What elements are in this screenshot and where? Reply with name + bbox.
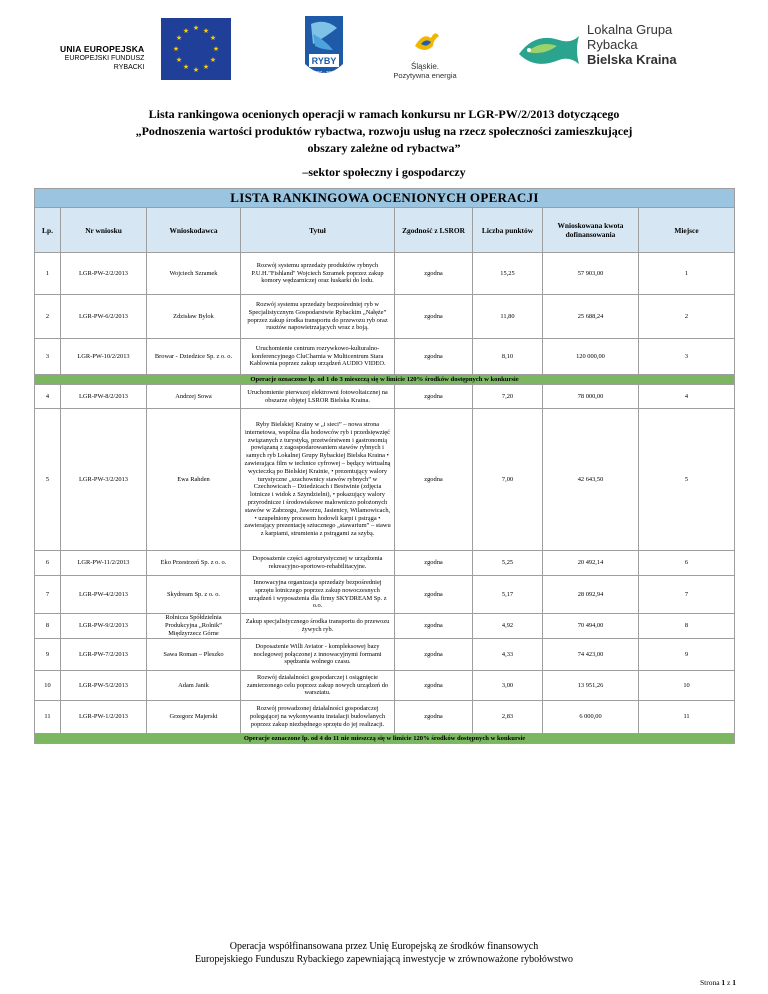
cell-miejsce: 7 xyxy=(639,576,735,614)
col-nr: Nr wniosku xyxy=(61,208,147,253)
cell-nr: LGR-PW-6/2/2013 xyxy=(61,295,147,339)
table-title: LISTA RANKINGOWA OCENIONYCH OPERACJI xyxy=(35,189,735,208)
cell-lp: 7 xyxy=(35,576,61,614)
cell-miejsce: 2 xyxy=(639,295,735,339)
cell-tytul: Zakup specjalistycznego środka transportu do przewozu żywych ryb. xyxy=(241,614,395,639)
cell-miejsce: 11 xyxy=(639,701,735,734)
cell-tytul: Uruchomienie pierwszej elektrowni fotowoltaicznej na obszarze objętej LSROR Bielska Kraina. xyxy=(241,385,395,409)
svg-text:★: ★ xyxy=(192,24,200,32)
table-row xyxy=(35,576,735,614)
heading-line1: Lista rankingowa ocenionych operacji w ramach konkursu nr LGR-PW/2/2013 dotyczącego xyxy=(148,107,620,121)
cell-zgodnosc: zgodna xyxy=(395,614,473,639)
cell-nr: LGR-PW-2/2/2013 xyxy=(61,253,147,295)
page-total: 1 xyxy=(732,978,736,987)
cell-kwota: 25 688,24 xyxy=(543,295,639,339)
cell-tytul: Doposażenie Willi Aviator - kompleksowej bazy noclegowej połączonej z innowacyjnymi formami spędzania wolnego czasu. xyxy=(241,639,395,671)
slaskie-line1: Śląskie. xyxy=(410,62,439,71)
cell-nr: LGR-PW-10/2/2013 xyxy=(61,339,147,375)
cell-tytul: Rozwój działalności gospodarczej i osiągnięcie zamierzonego celu poprzez zakup nowych urządzeń do warsztatu. xyxy=(241,671,395,701)
cell-kwota: 57 903,00 xyxy=(543,253,639,295)
cell-nr: LGR-PW-7/2/2013 xyxy=(61,639,147,671)
cell-nr: LGR-PW-5/2/2013 xyxy=(61,671,147,701)
svg-text:★: ★ xyxy=(175,34,183,42)
cell-lp: 10 xyxy=(35,671,61,701)
ranking-table xyxy=(34,188,735,744)
cell-wnioskodawca: Grzegorz Majerski xyxy=(147,701,241,734)
col-zgodnosc: Zgodność z LSROR xyxy=(395,208,473,253)
cell-lp: 8 xyxy=(35,614,61,639)
cell-punkty: 7,20 xyxy=(473,385,543,409)
table-header-row xyxy=(35,208,735,253)
cell-kwota: 42 643,50 xyxy=(543,409,639,551)
svg-text:★: ★ xyxy=(209,34,217,42)
limit-note-within: Operacje oznaczone lp. od 1 do 3 mieszczą się w limicie 120% środków dostępnych w konkursie xyxy=(35,375,735,385)
svg-text:★: ★ xyxy=(175,56,183,64)
cell-nr: LGR-PW-11/2/2013 xyxy=(61,551,147,576)
table-row xyxy=(35,295,735,339)
table-title-row xyxy=(35,189,735,208)
cell-wnioskodawca: Adam Janik xyxy=(147,671,241,701)
cell-tytul: Rozwój prowadzonej działalności gospodarczej polegającej na wykonywaniu instalacji budowlanych poprzez zakup niezbędnego sprzętu do jej realizacji. xyxy=(241,701,395,734)
cell-tytul: Doposażenie części agroturystycznej w urządzenia rekreacyjno-sportowo-rehabilitacyjne. xyxy=(241,551,395,576)
ryby-text: RYBY xyxy=(311,56,337,66)
cell-nr: LGR-PW-9/2/2013 xyxy=(61,614,147,639)
table-row xyxy=(35,253,735,295)
table-row xyxy=(35,614,735,639)
cell-punkty: 15,25 xyxy=(473,253,543,295)
cell-punkty: 5,25 xyxy=(473,551,543,576)
cell-kwota: 78 000,00 xyxy=(543,385,639,409)
cell-nr: LGR-PW-1/2/2013 xyxy=(61,701,147,734)
cell-punkty: 3,00 xyxy=(473,671,543,701)
lgr-line2: Rybacka xyxy=(587,37,638,52)
col-wnioskodawca: Wnioskodawca xyxy=(147,208,241,253)
cell-punkty: 7,00 xyxy=(473,409,543,551)
cell-tytul: Innowacyjna organizacja sprzedaży bezpośredniej sprzętu lotniczego poprzez zakup nowoczesnych urządzeń i wyposażenia dla firmy SKYDREAM Sp. z o.o. xyxy=(241,576,395,614)
cell-tytul: Ryby Bielskiej Krainy w „i sieci” – nowa strona internetowa, wspólna dla hodowców ryb i przedsięwzięć związanych z turystyką, przetwórstwem i gastronomią powiązaną z zagospodarowaniem stawów rybnych i samych ryb Lokalnej Grupy Rybackiej Bielska Kraina • zawierająca film w technice cyfrowej – będący wirtualną wycieczką po Bielskiej Krainie, • prezentujący walory turystyczne „szachownicy stawów rybnych” w Czechowicach – Dziedzicach i Bestwinie (zdjęcia lotnicze i widok z Szyndzielni), • pokazujący walory przyrodnicze i środowiskowe malowniczo położonych stawów w Zabrzegu, Jaworzu, Jasienicy, Wilamowicach, • uzupełniony procesem hodowli karpi i pstrąga • zawierający prezentację sztucznego „stawarium” – stawu z karpiami, strumienia z pstrągami za szybą. xyxy=(241,409,395,551)
svg-text:★: ★ xyxy=(172,45,180,53)
cell-wnioskodawca: Eko Przestrzeń Sp. z o. o. xyxy=(147,551,241,576)
cell-kwota: 74 423,00 xyxy=(543,639,639,671)
cell-punkty: 11,80 xyxy=(473,295,543,339)
cell-lp: 1 xyxy=(35,253,61,295)
table-row xyxy=(35,339,735,375)
cofinancing-footer xyxy=(40,940,728,966)
sector-heading: –sektor społeczny i gospodarczy xyxy=(302,165,466,179)
cell-zgodnosc: zgodna xyxy=(395,295,473,339)
col-lp: Lp. xyxy=(35,208,61,253)
cell-lp: 5 xyxy=(35,409,61,551)
cell-punkty: 4,92 xyxy=(473,614,543,639)
limit-note-outside: Operacje oznaczone lp. od 4 do 11 nie mieszczą się w limicie 120% środków dostępnych w konkursie xyxy=(35,734,735,744)
cell-tytul: Uruchomienie centrum rozrywkowo-kulturalno-konferencyjnego CluCharnia w Multicentrum Stara Kablownia poprzez zakup urządzeń AUDIO VIDEO. xyxy=(241,339,395,375)
page-number xyxy=(700,978,736,987)
lgr-line3: Bielska Kraina xyxy=(587,52,677,67)
cell-kwota: 120 000,00 xyxy=(543,339,639,375)
cell-lp: 9 xyxy=(35,639,61,671)
table-row xyxy=(35,551,735,576)
ryby-years: 2007 - 2013 xyxy=(311,70,337,75)
cell-lp: 3 xyxy=(35,339,61,375)
cell-tytul: Rozwój systemu sprzedaży bezpośredniej ryb w Specjalistycznym Gospodarstwie Rybackim „Nałęże” poprzez zakup środka transportu do przewozu ryb oraz rusztów napowietrzających wraz z boją. xyxy=(241,295,395,339)
cell-punkty: 4,33 xyxy=(473,639,543,671)
ryby-logo-icon xyxy=(303,14,345,84)
cell-kwota: 28 092,94 xyxy=(543,576,639,614)
cell-zgodnosc: zgodna xyxy=(395,339,473,375)
logo-bar xyxy=(0,0,768,100)
page-sep: z xyxy=(725,978,733,987)
cell-kwota: 6 000,00 xyxy=(543,701,639,734)
table-row xyxy=(35,409,735,551)
cell-wnioskodawca: Rolnicza Spółdzielnia Produkcyjna „Rolnik” Międzyrzecz Górne xyxy=(147,614,241,639)
cell-wnioskodawca: Zdzisław Bylok xyxy=(147,295,241,339)
cell-wnioskodawca: Browar - Dziedzice Sp. z o. o. xyxy=(147,339,241,375)
document-heading xyxy=(40,106,728,157)
eu-flag-icon xyxy=(161,18,231,80)
eu-line1: UNIA EUROPEJSKA xyxy=(60,44,145,54)
cell-zgodnosc: zgodna xyxy=(395,671,473,701)
svg-text:★: ★ xyxy=(212,45,220,53)
cell-punkty: 8,10 xyxy=(473,339,543,375)
svg-text:★: ★ xyxy=(202,27,210,35)
cell-miejsce: 10 xyxy=(639,671,735,701)
table-row xyxy=(35,385,735,409)
lgr-name xyxy=(587,22,677,67)
eu-fund-logo-text xyxy=(60,44,144,72)
col-tytul: Tytuł xyxy=(241,208,395,253)
table-row xyxy=(35,639,735,671)
page-label: Strona xyxy=(699,978,722,987)
cell-zgodnosc: zgodna xyxy=(395,385,473,409)
cell-nr: LGR-PW-3/2/2013 xyxy=(61,409,147,551)
cell-lp: 6 xyxy=(35,551,61,576)
lgr-logo xyxy=(515,16,715,86)
lgr-fish-icon xyxy=(515,26,583,78)
cell-kwota: 13 951,26 xyxy=(543,671,639,701)
svg-text:★: ★ xyxy=(192,66,200,74)
cell-wnioskodawca: Skydream Sp. z o. o. xyxy=(147,576,241,614)
col-miejsce: Miejsce xyxy=(639,208,735,253)
heading-line3: obszary zależne od rybactwa” xyxy=(307,141,461,155)
cell-miejsce: 9 xyxy=(639,639,735,671)
cell-kwota: 70 494,00 xyxy=(543,614,639,639)
cell-lp: 11 xyxy=(35,701,61,734)
cell-punkty: 5,17 xyxy=(473,576,543,614)
cell-kwota: 20 492,14 xyxy=(543,551,639,576)
footer-line1: Operacja współfinansowana przez Unię Europejską ze środków finansowych xyxy=(229,941,539,952)
svg-text:★: ★ xyxy=(209,56,217,64)
cell-zgodnosc: zgodna xyxy=(395,409,473,551)
slaskie-logo xyxy=(381,24,469,86)
heading-line2: „Podnoszenia wartości produktów rybactwa, rozwoju usług na rzecz społeczności zamieszkującej xyxy=(135,124,633,138)
col-punkty: Liczba punktów xyxy=(473,208,543,253)
cell-miejsce: 6 xyxy=(639,551,735,576)
cell-nr: LGR-PW-4/2/2013 xyxy=(61,576,147,614)
svg-text:★: ★ xyxy=(202,63,210,71)
cell-wnioskodawca: Andrzej Sowa xyxy=(147,385,241,409)
cell-lp: 4 xyxy=(35,385,61,409)
col-kwota: Wnioskowana kwota dofinansowania xyxy=(543,208,639,253)
table-row xyxy=(35,701,735,734)
cell-tytul: Rozwój systemu sprzedaży produktów rybnych P.U.H."Fishland" Wojciech Szramek poprzez zakup komory wędzarniczej oraz łuskarki do lodu. xyxy=(241,253,395,295)
cell-zgodnosc: zgodna xyxy=(395,551,473,576)
cell-punkty: 2,83 xyxy=(473,701,543,734)
cell-zgodnosc: zgodna xyxy=(395,576,473,614)
cell-lp: 2 xyxy=(35,295,61,339)
cell-zgodnosc: zgodna xyxy=(395,253,473,295)
slaskie-line2: Pozytywna energia xyxy=(393,71,457,80)
eu-line2: EUROPEJSKI FUNDUSZ xyxy=(64,55,145,62)
footer-line2: Europejskiego Funduszu Rybackiego zapewniającą inwestycje w zrównoważone rybołówstwo xyxy=(194,954,574,965)
cell-nr: LGR-PW-8/2/2013 xyxy=(61,385,147,409)
cell-wnioskodawca: Sawa Roman – Pleszko xyxy=(147,639,241,671)
svg-text:★: ★ xyxy=(182,63,190,71)
cell-wnioskodawca: Wojciech Szramek xyxy=(147,253,241,295)
lgr-line1: Lokalna Grupa xyxy=(587,22,673,37)
cell-miejsce: 3 xyxy=(639,339,735,375)
page-current: 1 xyxy=(721,978,726,987)
table-row xyxy=(35,671,735,701)
cell-miejsce: 5 xyxy=(639,409,735,551)
cell-zgodnosc: zgodna xyxy=(395,701,473,734)
cell-miejsce: 1 xyxy=(639,253,735,295)
cell-wnioskodawca: Ewa Rahden xyxy=(147,409,241,551)
cell-miejsce: 8 xyxy=(639,614,735,639)
limit-note-row xyxy=(35,734,735,744)
eu-line3: RYBACKI xyxy=(113,64,145,71)
slaskie-bird-icon xyxy=(411,28,441,58)
limit-note-row xyxy=(35,375,735,385)
svg-text:★: ★ xyxy=(182,27,190,35)
cell-zgodnosc: zgodna xyxy=(395,639,473,671)
cell-miejsce: 4 xyxy=(639,385,735,409)
